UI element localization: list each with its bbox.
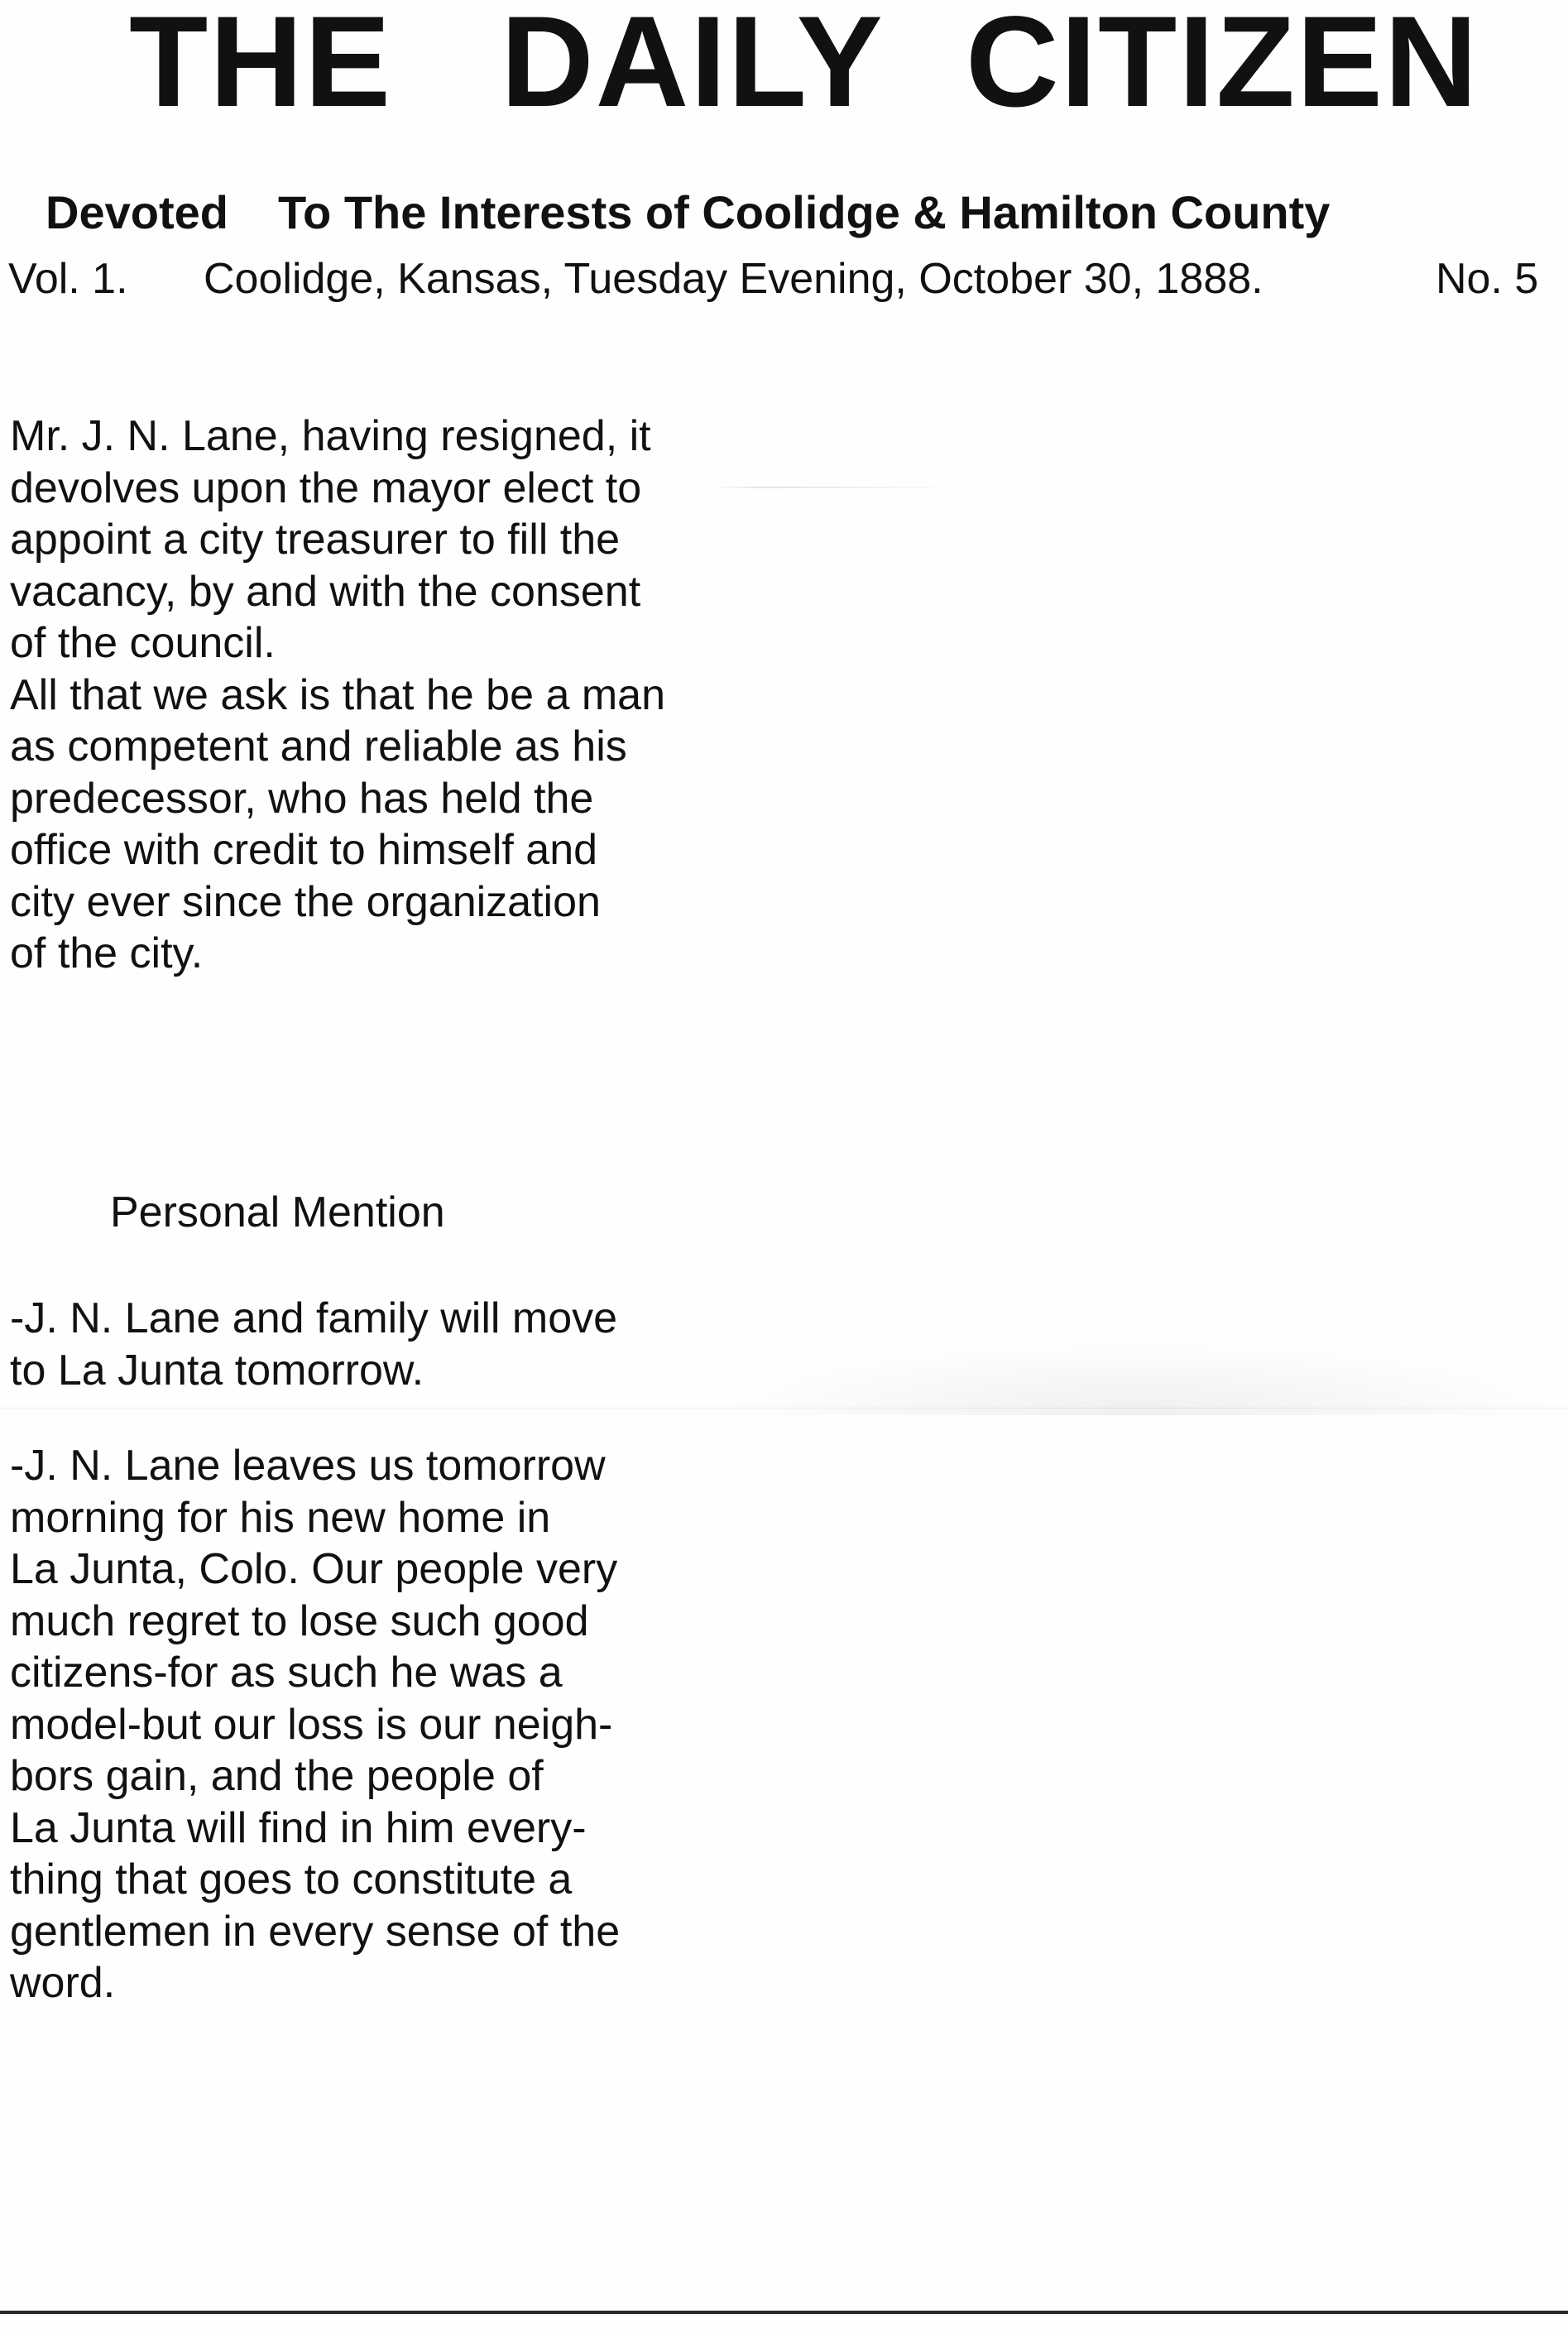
article-line: gentlemen in every sense of the — [10, 1907, 621, 1956]
masthead-word: THE — [129, 0, 392, 134]
article-line: appoint a city treasurer to fill the — [10, 516, 621, 564]
article-line: devolves upon the mayor elect to — [10, 463, 642, 512]
personal-item-2 — [10, 1440, 738, 2009]
subtitle — [46, 184, 1535, 242]
article-line: -J. N. Lane leaves us tomorrow — [10, 1442, 606, 1490]
personal-item-1 — [10, 1293, 738, 1396]
paper-fold-line — [0, 1407, 1568, 1409]
article-line: thing that goes to constitute a — [10, 1855, 573, 1903]
article-line: as competent and reliable as his — [10, 722, 627, 770]
masthead-word: DAILY — [501, 0, 885, 134]
article-line: bors gain, and the people of — [10, 1752, 544, 1800]
article-line: of the city. — [10, 929, 204, 977]
article-line: word. — [10, 1959, 116, 2007]
article-line: morning for his new home in — [10, 1493, 551, 1542]
issue-number: No. 5 — [1436, 255, 1539, 303]
article-line: city ever since the organization — [10, 877, 601, 926]
article-line: model-but our loss is our neigh- — [10, 1700, 613, 1749]
paper-fold-shadow — [712, 1341, 1568, 1415]
article-line: predecessor, who has held the — [10, 774, 594, 823]
article-line: of the council. — [10, 619, 276, 667]
paper-crease — [712, 487, 960, 488]
article-line: citizens-for as such he was a — [10, 1649, 563, 1697]
subtitle-part: Devoted — [46, 186, 228, 238]
article-line: -J. N. Lane and family will move — [10, 1294, 618, 1342]
article-line: much regret to lose such good — [10, 1596, 589, 1645]
volume-label: Vol. 1. — [8, 255, 128, 303]
article-line: La Junta will find in him every- — [10, 1803, 587, 1852]
article-line: Mr. J. N. Lane, having resigned, it — [10, 412, 651, 460]
masthead-word: CITIZEN — [966, 0, 1479, 134]
place-date: Coolidge, Kansas, Tuesday Evening, October 30, 1888. — [204, 255, 1264, 303]
article-treasurer — [10, 410, 738, 980]
article-line: to La Junta tomorrow. — [10, 1346, 424, 1395]
article-line: La Junta, Colo. Our people very — [10, 1545, 618, 1593]
section-heading: Personal Mention — [110, 1188, 445, 1236]
masthead — [0, 0, 1568, 134]
article-line: vacancy, by and with the consent — [10, 567, 641, 616]
subtitle-part: To The Interests of Coolidge & Hamilton County — [278, 186, 1331, 238]
article-line: All that we ask is that he be a man — [10, 670, 665, 719]
dateline — [8, 250, 1564, 308]
page-bottom-rule — [0, 2311, 1568, 2314]
article-line: office with credit to himself and — [10, 826, 598, 874]
